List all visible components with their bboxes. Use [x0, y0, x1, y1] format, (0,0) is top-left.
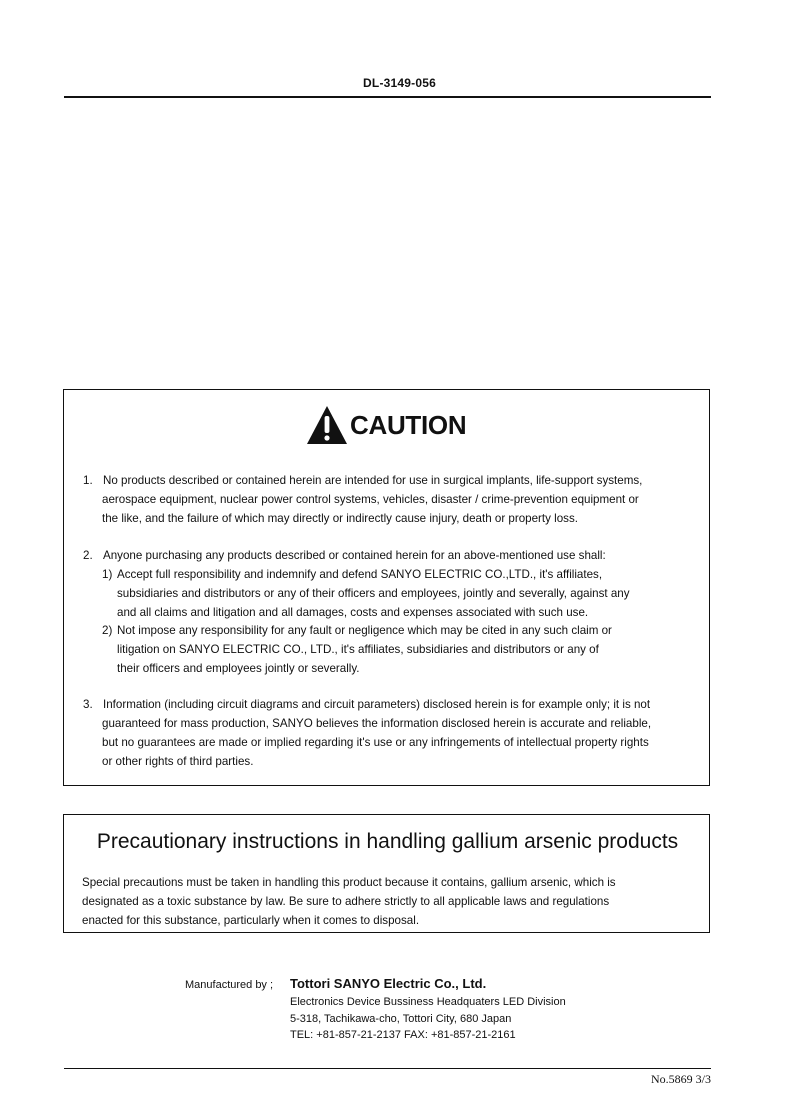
- caution-item-1-line-2: aerospace equipment, nuclear power control systems, vehicles, disaster / crime-prevention equipment or: [102, 493, 639, 506]
- caution-item-1-num: 1.: [83, 474, 93, 487]
- caution-item-3-line-1: Information (including circuit diagrams and circuit parameters) disclosed herein is for example only; it is not: [103, 698, 651, 711]
- caution-item-2-sub-1-num: 1): [102, 568, 113, 581]
- caution-item-2-sub-2-line-2: litigation on SANYO ELECTRIC CO., LTD., it's affiliates, subsidiaries and distributors or any of: [117, 643, 599, 656]
- footer-rule: [64, 1068, 711, 1069]
- caution-item-3-num: 3.: [83, 698, 93, 711]
- caution-item-2-sub-1-line-1: Accept full responsibility and indemnify and defend SANYO ELECTRIC CO.,LTD., it's affiliates,: [117, 568, 603, 581]
- caution-item-2-num: 2.: [83, 549, 93, 562]
- gallium-line-3: enacted for this substance, particularly when it comes to disposal.: [82, 914, 420, 927]
- caution-item-2-sub-2-line-3: their officers and employees jointly or severally.: [117, 662, 360, 675]
- caution-item-2-sub-1-line-2: subsidiaries and distributors or any of their officers and employees, jointly and severally, against any: [117, 587, 630, 600]
- manufacturer-company: Tottori SANYO Electric Co., Ltd.: [290, 976, 487, 991]
- header-rule: [64, 96, 711, 98]
- doc-id: DL-3149-056: [363, 76, 436, 90]
- gallium-line-2: designated as a toxic substance by law. Be sure to adhere strictly to all applicable laws and regulations: [82, 895, 610, 908]
- caution-item-3-line-4: or other rights of third parties.: [102, 755, 254, 768]
- page-number: No.5869 3/3: [651, 1072, 711, 1086]
- manufacturer-division: Electronics Device Bussiness Headquaters LED Division: [290, 996, 566, 1008]
- caution-item-2-sub-2-line-1: Not impose any responsibility for any fault or negligence which may be cited in any such claim or: [117, 624, 612, 637]
- warning-triangle-icon: [306, 405, 348, 445]
- caution-item-1-line-3: the like, and the failure of which may directly or indirectly cause injury, death or property loss.: [102, 512, 578, 525]
- caution-title: CAUTION: [350, 409, 467, 440]
- caution-item-3-line-2: guaranteed for mass production, SANYO believes the information disclosed herein is accurate and reliable,: [102, 717, 652, 730]
- caution-item-2-sub-2-num: 2): [102, 624, 113, 637]
- manufacturer-label: Manufactured by ;: [185, 979, 274, 991]
- caution-item-2-sub-1-line-3: and all claims and litigation and all damages, costs and expenses associated with such use.: [117, 606, 589, 619]
- gallium-line-1: Special precautions must be taken in handling this product because it contains, gallium arsenic, which is: [82, 876, 616, 889]
- caution-item-2-line-1: Anyone purchasing any products described or contained herein for an above-mentioned use shall:: [103, 549, 606, 562]
- manufacturer-address: 5-318, Tachikawa-cho, Tottori City, 680 Japan: [290, 1013, 512, 1025]
- manufacturer-contact: TEL: +81-857-21-2137 FAX: +81-857-21-2161: [290, 1029, 516, 1041]
- caution-item-1-line-1: No products described or contained herein are intended for use in surgical implants, life-support systems,: [103, 474, 643, 487]
- caution-item-3-line-3: but no guarantees are made or implied regarding it's use or any infringements of intellectual property rights: [102, 736, 649, 749]
- caution-heading: [306, 403, 466, 447]
- gallium-title: Precautionary instructions in handling gallium arsenic products: [96, 830, 679, 853]
